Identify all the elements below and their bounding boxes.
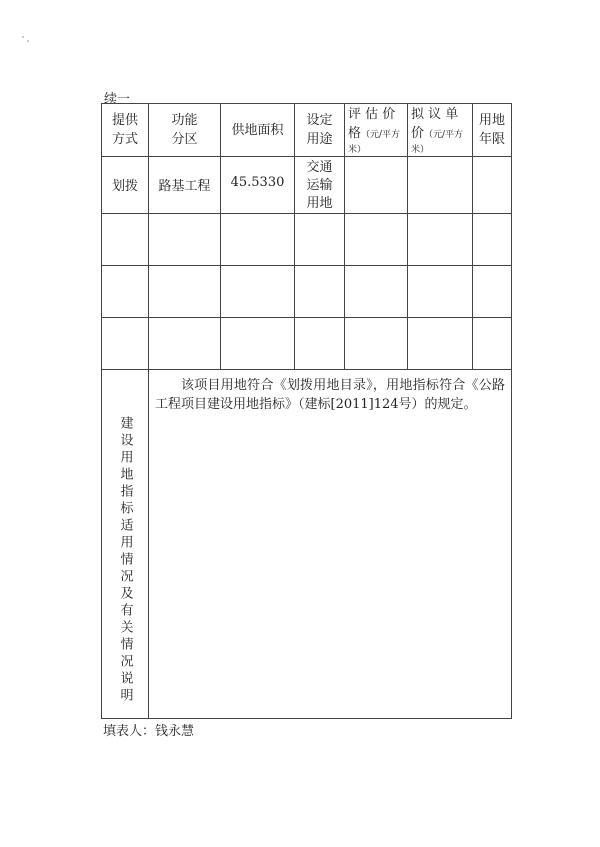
header-estimated-price: 评 估 价 格（元/平方 米）	[345, 104, 408, 157]
land-supply-table	[101, 103, 512, 719]
continuation-label: 续一	[104, 92, 131, 107]
scan-speck	[22, 36, 24, 38]
remarks-content-cell	[149, 370, 512, 719]
table-header-row	[102, 104, 512, 157]
header-function-zone: 功能 分区	[149, 104, 221, 157]
cell-function-zone: 路基工程	[149, 157, 221, 214]
cell-proposed-price	[408, 157, 473, 214]
table-row-empty	[102, 266, 512, 318]
cell-estimated-price	[345, 157, 408, 214]
header-supply-area: 供地面积	[221, 104, 295, 157]
table-row	[102, 157, 512, 214]
header-set-use: 设定 用途	[295, 104, 345, 157]
remarks-title-cell	[102, 370, 149, 719]
scan-speck	[27, 40, 29, 42]
header-land-term: 用地 年限	[473, 104, 512, 157]
remarks-title: 建设用地指标适用情况及有关情况说明	[117, 416, 133, 705]
cell-supply-method: 划拨	[102, 157, 149, 214]
filler-signature: 填表人：钱永慧	[103, 724, 195, 739]
cell-set-use: 交通 运输 用地	[295, 157, 345, 214]
cell-supply-area: 45.5330	[221, 157, 295, 214]
remarks-text: 该项目用地符合《划拨用地目录》，用地指标符合《公路工程项目建设用地指标》（建标[2011]124号）的规定。	[155, 378, 505, 412]
table-row-empty	[102, 214, 512, 266]
header-proposed-price: 拟 议 单 价（元/平方 米）	[408, 104, 473, 157]
table-row-empty	[102, 318, 512, 370]
remarks-row	[102, 370, 512, 719]
cell-land-term	[473, 157, 512, 214]
header-supply-method: 提供 方式	[102, 104, 149, 157]
